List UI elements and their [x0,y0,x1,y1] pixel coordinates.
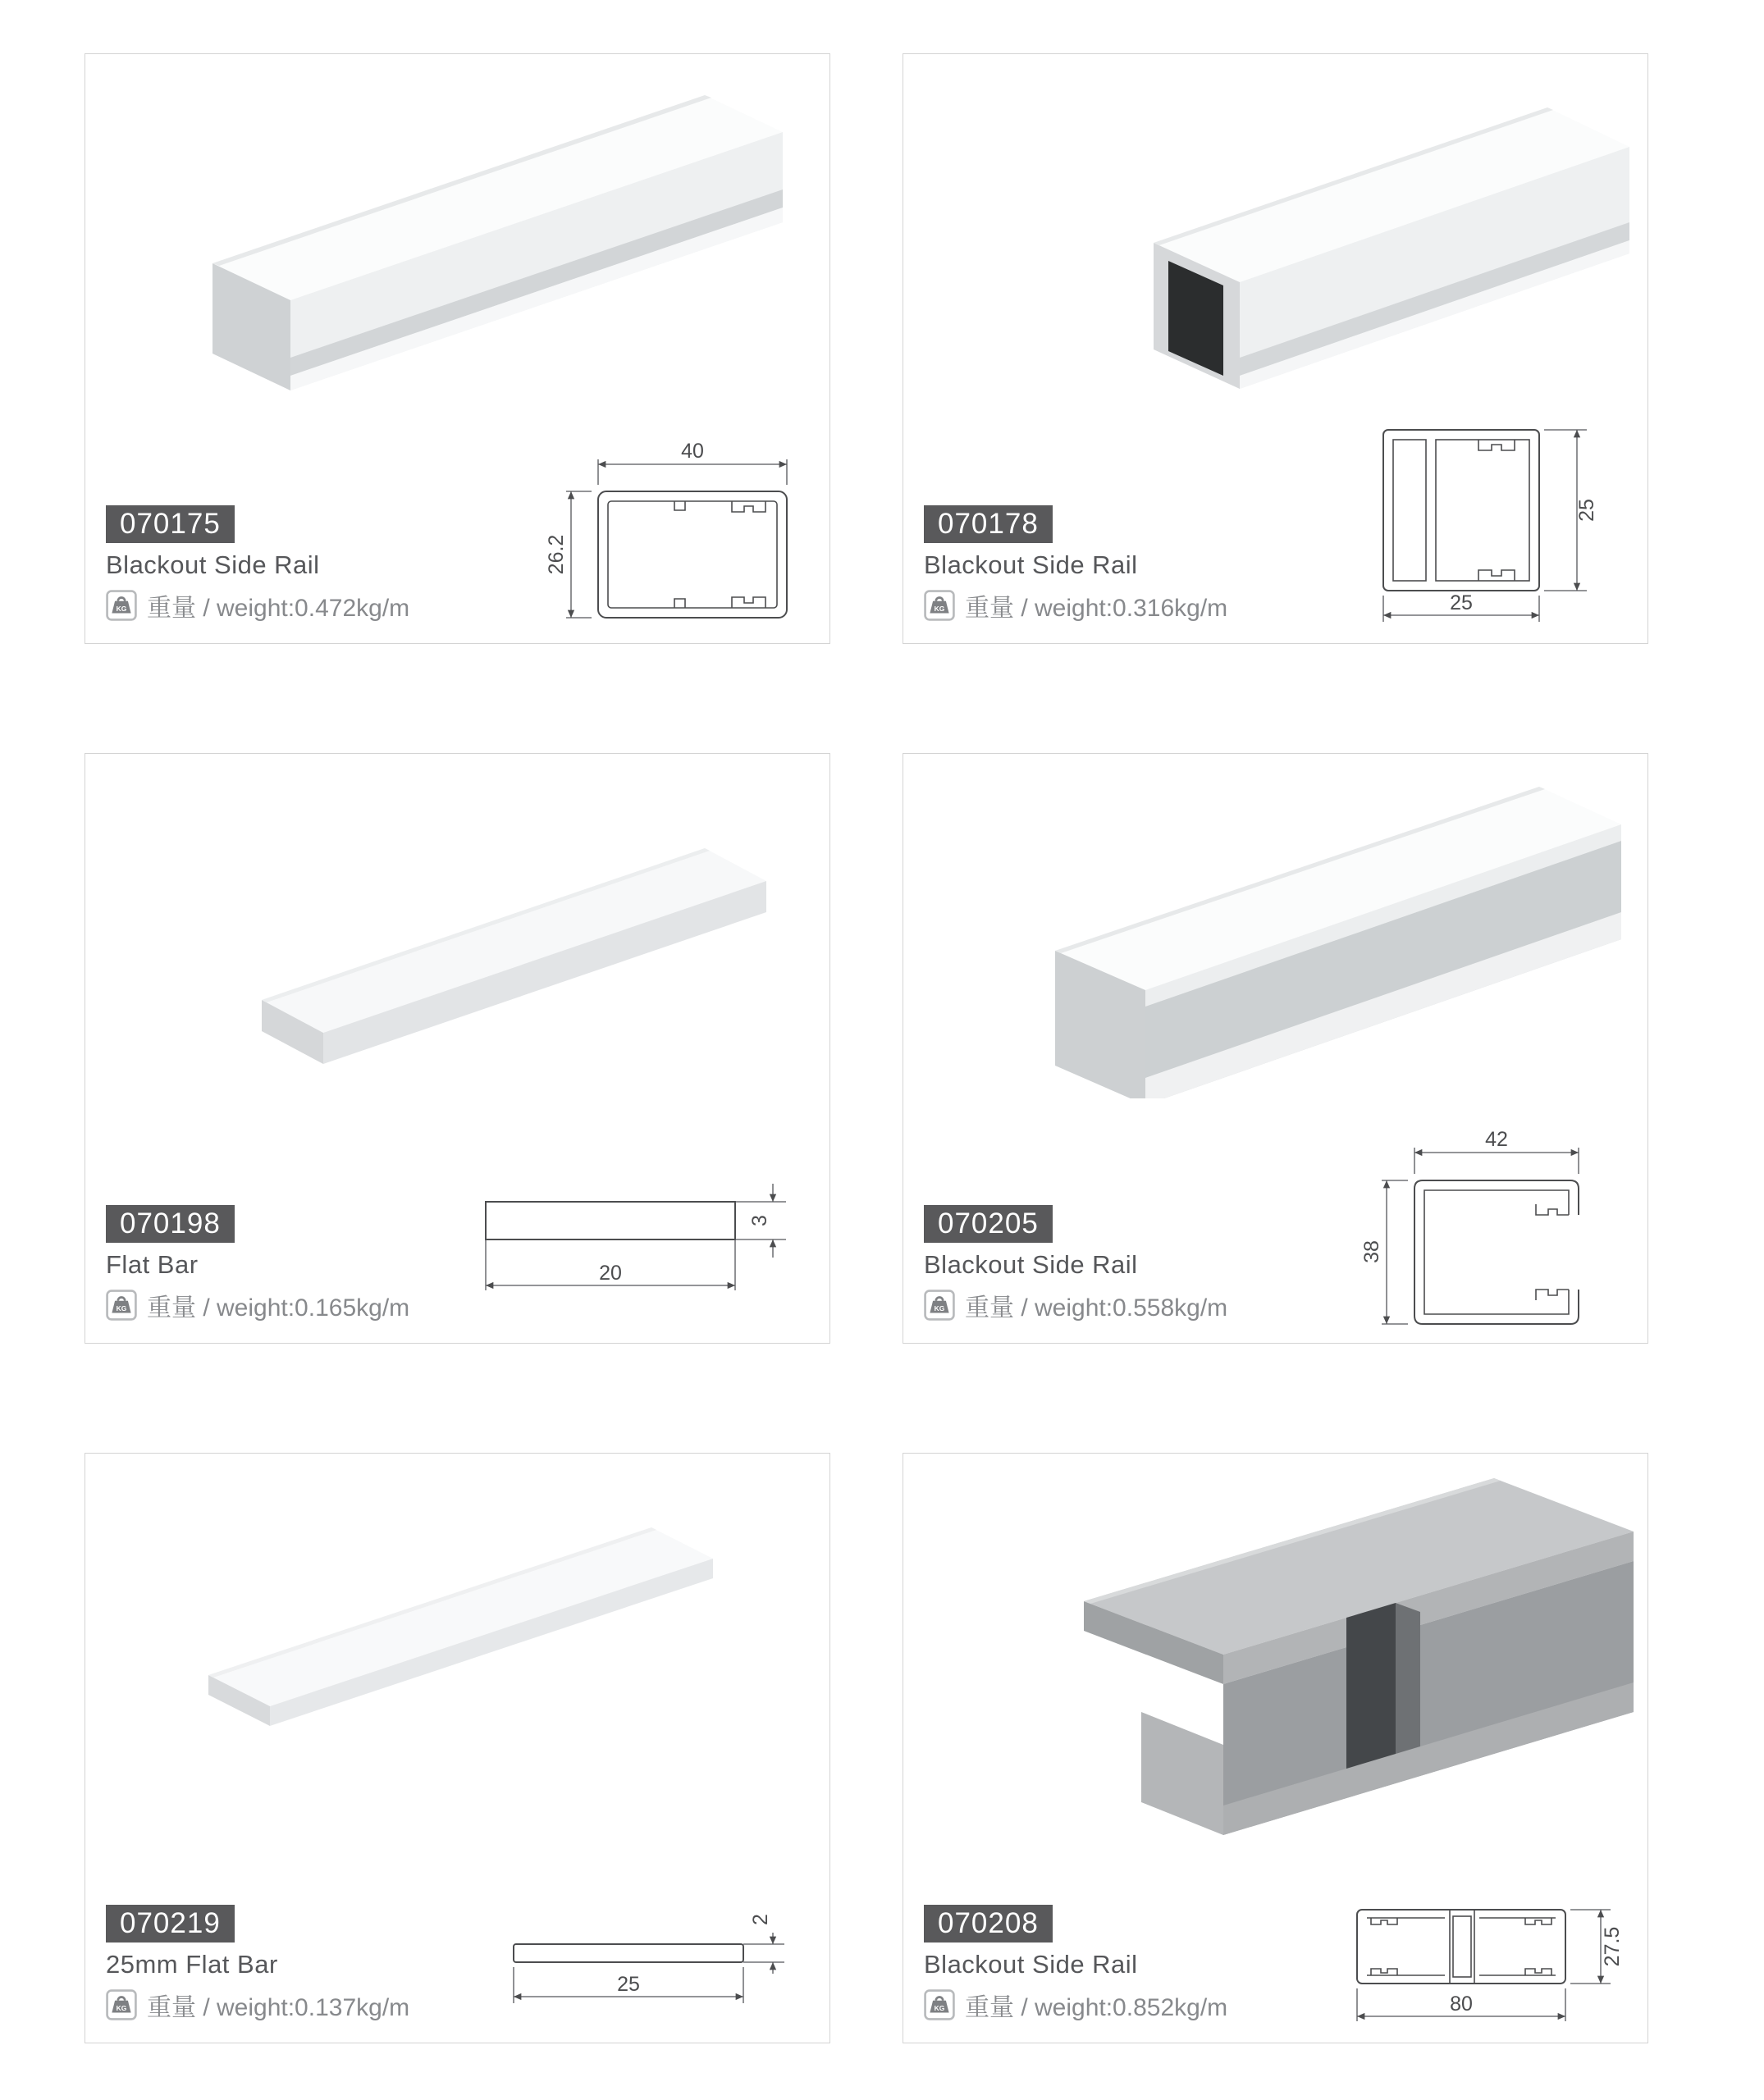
dimension-width-label: 40 [681,440,704,463]
cross-section-drawing [471,1180,799,1312]
kg-weight-icon [924,590,955,621]
product-card-070178 [903,53,1648,644]
cross-section-drawing [528,433,824,630]
dimension-width-label: 25 [1450,591,1473,614]
product-weight-text: 重量 / weight:0.852kg/m [965,1994,1228,2021]
product-photo [1055,71,1629,390]
kg-weight-icon [924,1290,955,1321]
product-weight-text: 重量 / weight:0.472kg/m [147,595,410,622]
product-info [106,1905,409,2023]
dimension-height-label: 38 [1360,1240,1383,1263]
product-photo [973,1466,1638,1892]
svg-text:KG: KG [116,1303,127,1312]
product-photo [998,770,1621,1098]
product-card-070175 [85,53,830,644]
product-weight-row [924,587,1227,623]
dimension-height-label: 26.2 [545,534,568,575]
product-card-070219 [85,1453,830,2043]
dimension-width-label: 42 [1485,1128,1508,1151]
cross-section-drawing [1359,407,1629,628]
product-info [106,505,409,623]
product-name: 25mm Flat Bar [106,1950,278,1979]
product-card-070198 [85,753,830,1344]
product-code-badge: 070178 [924,505,1053,543]
product-name: Blackout Side Rail [924,550,1138,579]
dimension-height-label: 3 [748,1215,771,1226]
product-weight-row [106,1987,409,2023]
cross-section-drawing [1350,1123,1621,1336]
product-code-badge: 070205 [924,1205,1053,1243]
product-info [106,1205,409,1323]
product-code-badge: 070219 [106,1905,235,1942]
product-name: Blackout Side Rail [106,550,320,579]
product-info [924,1905,1227,2023]
kg-weight-icon [924,1989,955,2020]
product-name: Blackout Side Rail [924,1950,1138,1979]
kg-weight-icon [106,1290,137,1321]
dimension-height-label: 25 [1575,499,1598,522]
product-weight-row [106,587,409,623]
product-code-badge: 070208 [924,1905,1053,1942]
product-weight-text: 重量 / weight:0.165kg/m [147,1294,410,1322]
product-weight-text: 重量 / weight:0.137kg/m [147,1994,410,2021]
cross-section-drawing [496,1897,791,2028]
svg-text:KG: KG [934,604,945,613]
product-card-070208 [903,1453,1648,2043]
product-card-070205 [903,753,1648,1344]
dimension-width-label: 25 [617,1973,640,1996]
cross-section-drawing [1330,1897,1648,2043]
dimension-width-label: 20 [599,1262,622,1285]
product-name: Blackout Side Rail [924,1250,1138,1279]
kg-weight-icon [106,590,137,621]
product-info [924,505,1227,623]
kg-weight-icon [106,1989,137,2020]
product-weight-text: 重量 / weight:0.558kg/m [965,1294,1228,1322]
svg-text:KG: KG [934,1303,945,1312]
product-photo [163,71,787,390]
dimension-height-label: 27.5 [1601,1926,1624,1967]
dimension-width-label: 80 [1450,1993,1473,2016]
product-code-badge: 070198 [106,1205,235,1243]
product-weight-text: 重量 / weight:0.316kg/m [965,595,1228,622]
product-photo [233,815,783,1070]
product-weight-row [924,1287,1227,1323]
product-name: Flat Bar [106,1250,199,1279]
product-weight-row [106,1287,409,1323]
svg-text:KG: KG [116,2003,127,2012]
dimension-height-label: 2 [749,1914,772,1925]
svg-text:KG: KG [116,604,127,613]
product-info [924,1205,1227,1323]
product-photo [180,1499,729,1745]
svg-text:KG: KG [934,2003,945,2012]
product-code-badge: 070175 [106,505,235,543]
product-weight-row [924,1987,1227,2023]
